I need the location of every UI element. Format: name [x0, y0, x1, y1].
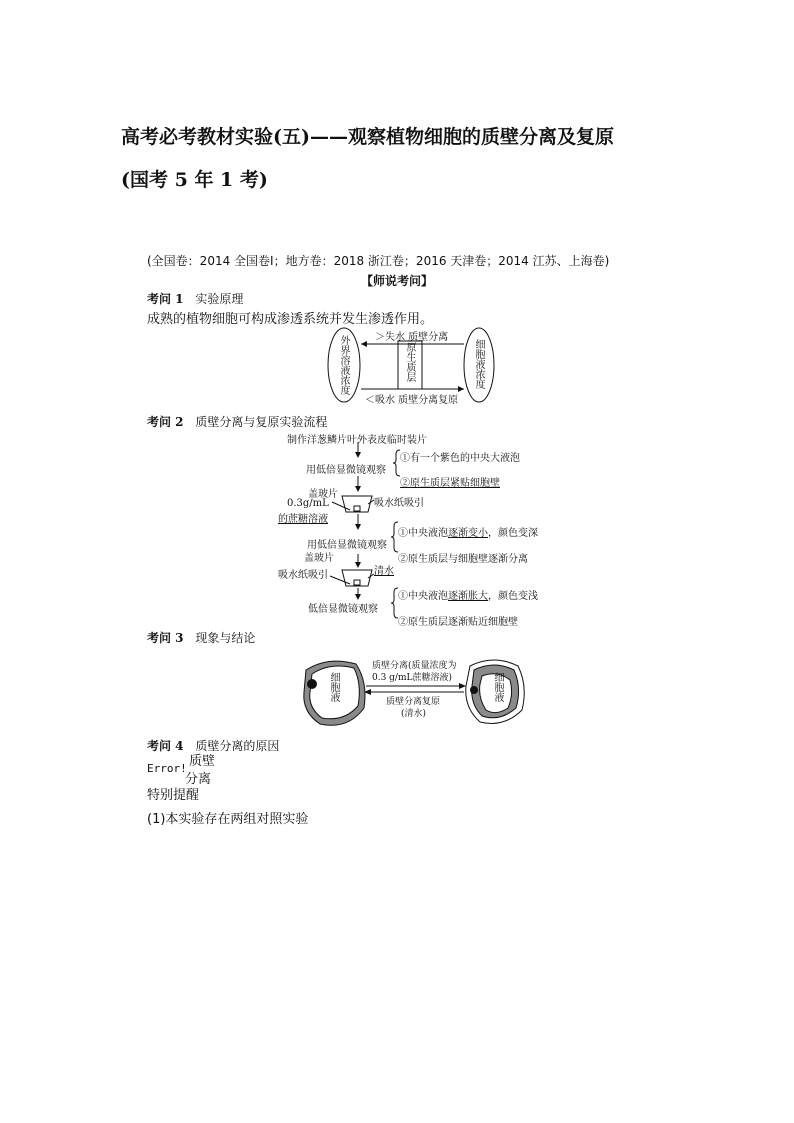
step-prepare: 制作洋葱鳞片叶外表皮临时装片	[287, 435, 427, 446]
brace-2	[391, 522, 398, 552]
recovery-label-1: 质壁分离复原	[386, 697, 441, 707]
step-observe-3: 低倍显微镜观察	[308, 604, 378, 615]
flow-arrow-1	[355, 452, 361, 458]
membrane-label: 原生质层	[404, 342, 415, 382]
slide-1	[342, 496, 372, 512]
q2-heading	[147, 413, 327, 430]
sucrose-solution: 的蔗糖溶液	[278, 514, 328, 525]
obs-2b: ②原生质层与细胞壁逐渐分离	[398, 554, 528, 565]
q1-label: 考问 1	[147, 292, 184, 306]
plasmolysis-figure	[298, 652, 528, 732]
section-header: 【师说考问】	[361, 274, 434, 288]
obs-2a: ①中央液泡逐渐变小，颜色变深	[398, 528, 538, 539]
brace-1	[393, 450, 400, 476]
slide-2	[342, 570, 372, 586]
q1-heading	[147, 290, 243, 307]
flow-arrow-3	[355, 524, 361, 530]
step-observe-1: 用低倍显微镜观察	[306, 465, 386, 476]
procedure-flow	[270, 430, 550, 630]
plasmolysis-label-1: 质壁分离(质量浓度为	[372, 661, 457, 671]
obs-1b: ②原生质层紧贴细胞壁	[400, 478, 500, 489]
q1-text: 成熟的植物细胞可构成渗透系统并发生渗透作用。	[147, 312, 434, 327]
q4-title: 质壁分离的原因	[195, 739, 280, 753]
q3-heading	[147, 629, 255, 646]
drop-line-1	[332, 502, 350, 510]
q2-label: 考问 2	[147, 415, 184, 429]
obs-3b: ②原生质层逐渐贴近细胞壁	[398, 617, 518, 628]
top-arrow-head	[361, 341, 367, 347]
q4-bottom-word: 分离	[185, 772, 212, 787]
slide-1-sample	[354, 506, 360, 511]
cover-slip-1: 盖玻片	[308, 489, 338, 500]
recovery-label-2: (清水)	[401, 709, 427, 719]
slide-2-sample	[354, 580, 360, 585]
obs-3a: ①中央液泡逐渐胀大，颜色变浅	[398, 591, 538, 602]
q1-title: 实验原理	[195, 292, 244, 306]
special-item-1: (1)本实验存在两组对照实验	[147, 812, 309, 827]
top-arrow-label: ＞失水 质壁分离	[375, 332, 449, 343]
bottom-arrow-head	[458, 386, 464, 392]
right-cell-label: 细胞液	[492, 672, 503, 702]
outside-conc-label: 外界溶液浓度	[338, 335, 349, 395]
bottom-arrow-label: ＜吸水 质壁分离复原	[365, 395, 459, 406]
absorb-line-2	[330, 576, 350, 584]
right-nucleus	[470, 686, 478, 694]
obs-1a: ①有一个紫色的中央大液泡	[400, 453, 520, 464]
left-nucleus	[307, 679, 317, 689]
step-observe-2: 用低倍显微镜观察	[307, 540, 387, 551]
flow-arrow-4	[355, 562, 361, 568]
special-heading: 特别提醒	[147, 788, 200, 803]
q2-title: 质壁分离与复原实验流程	[195, 415, 328, 429]
left-cell-label: 细胞液	[328, 672, 339, 702]
q4-label: 考问 4	[147, 739, 184, 753]
source-line: (全国卷：2014 全国卷Ⅰ；地方卷：2018 浙江卷；2016 天津卷；2014 江苏、上海卷)	[147, 254, 610, 268]
clear-water: 清水	[374, 566, 394, 577]
sucrose-conc: 0.3g/mL	[287, 498, 329, 509]
plasmolysis-label-2: 0.3 g/mL蔗糖溶液)	[372, 673, 452, 683]
q3-label: 考问 3	[147, 631, 184, 645]
arrow-plasmolysis-head	[459, 683, 466, 689]
brace-3	[391, 588, 398, 618]
flow-arrow-2	[355, 486, 361, 492]
absorb-paper-2: 吸水纸吸引	[278, 570, 328, 581]
q4-top-word: 质壁	[189, 754, 216, 769]
absorb-paper-1: 吸水纸吸引	[374, 498, 424, 509]
page-title: 高考必考教材实验(五)——观察植物细胞的质壁分离及复原	[121, 126, 614, 148]
page-subtitle: (国考 5 年 1 考)	[121, 169, 268, 191]
inside-conc-label: 细胞液浓度	[473, 339, 484, 389]
error-text: Error!	[147, 762, 187, 775]
q3-title: 现象与结论	[195, 631, 256, 645]
osmosis-diagram	[325, 325, 495, 405]
cover-slip-2: 盖玻片	[304, 553, 334, 564]
